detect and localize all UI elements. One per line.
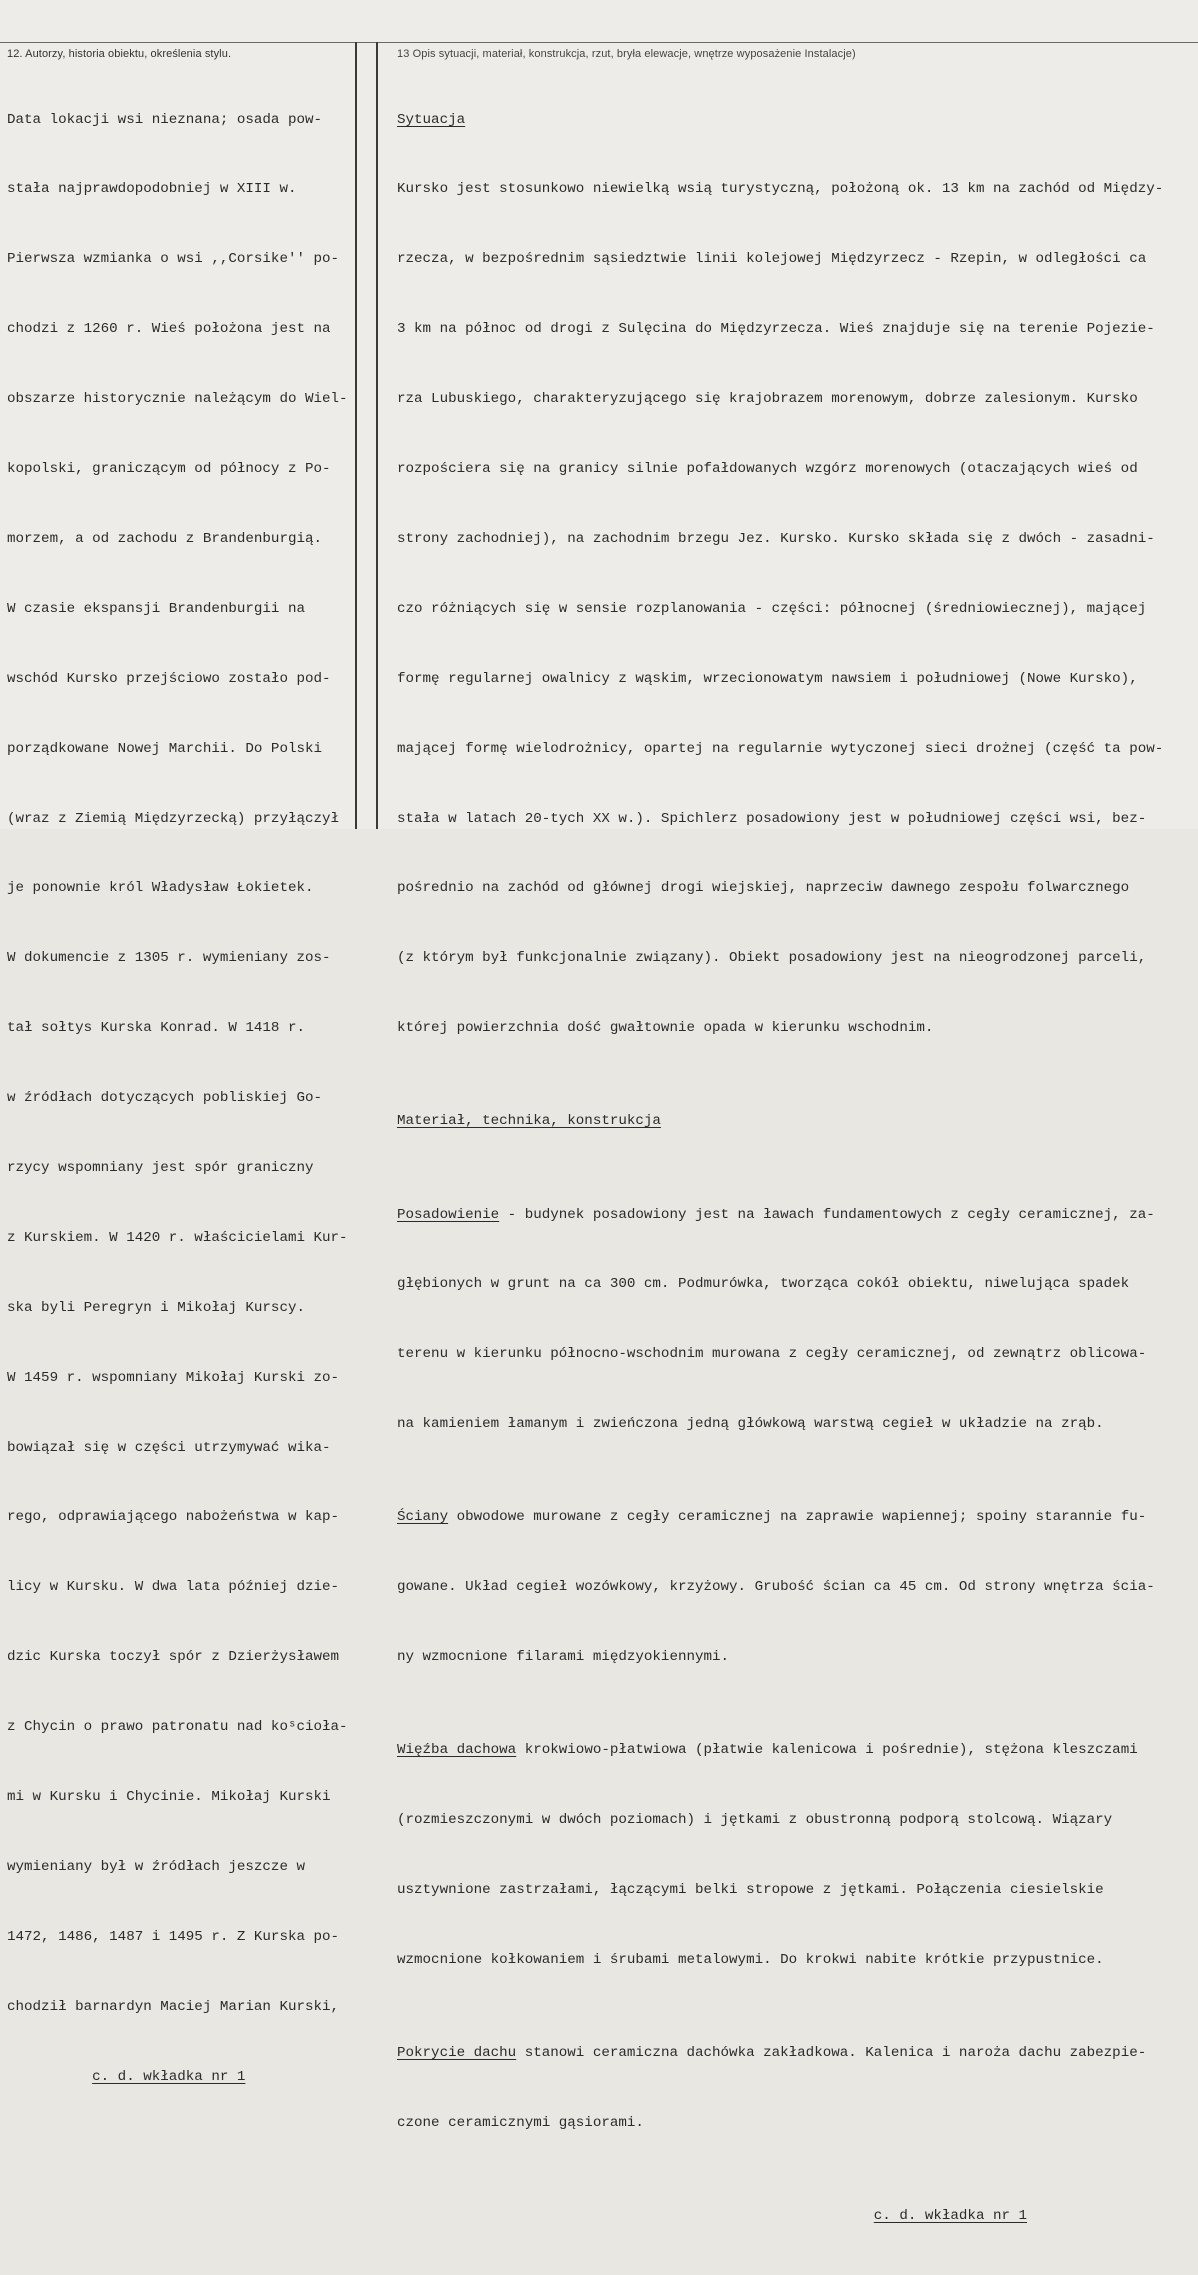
foundation-text: - budynek posadowiony jest na ławach fundamentowych z cegły ceramicznej, za-: [499, 1206, 1155, 1223]
left-continuation-ref: [7, 2066, 352, 2089]
text-line: kopolski, graniczącym od północy z Po-: [7, 461, 331, 478]
walls-label: Ściany: [397, 1509, 449, 1526]
text-line: na kamieniem łamanym i zwieńczona jedną główkową warstwą cegieł w układzie na zrąb.: [397, 1416, 1104, 1433]
roof-text: krokwiowo-płatwiowa (płatwie kalenicowa i pośrednie), stężona kleszczami: [516, 1742, 1138, 1759]
text-line: rego, odprawiającego nabożeństwa w kap-: [7, 1509, 340, 1526]
situation-heading: Sytuacja: [397, 111, 466, 128]
text-line: w źródłach dotyczących pobliskiej Go-: [7, 1090, 323, 1107]
text-line: mającej formę wielodrożnicy, opartej na regularnie wytyczonej sieci drożnej (część ta pow-: [397, 740, 1164, 757]
text-line: chodzi z 1260 r. Wieś położona jest na: [7, 321, 331, 338]
text-line: 3 km na północ od drogi z Sulęcina do Międzyrzecza. Wieś znajduje się na terenie Pojezie-: [397, 321, 1155, 338]
text-line: z Kurskiem. W 1420 r. właścicielami Kur-: [7, 1229, 348, 1246]
text-line: je ponownie król Władysław Łokietek.: [7, 880, 314, 897]
text-line: morzem, a od zachodu z Brandenburgią.: [7, 530, 323, 547]
text-line: Kursko jest stosunkowo niewielką wsią turystyczną, położoną ok. 13 km na zachód od Między-: [397, 181, 1164, 198]
covering-line: [397, 2042, 1193, 2065]
text-line: rzecza, w bezpośrednim sąsiedztwie linii kolejowej Międzyrzecz - Rzepin, w odległości ca: [397, 251, 1147, 268]
text-line: licy w Kursku. W dwa lata później dzie-: [7, 1579, 340, 1596]
text-line: W dokumencie z 1305 r. wymieniany zos-: [7, 950, 331, 967]
text-line: z Chycin o prawo patronatu nad koˢcioła-: [7, 1719, 348, 1736]
text-line: usztywnione zastrzałami, łączącymi belki stropowe z jętkami. Połączenia ciesielskie: [397, 1882, 1104, 1899]
text-line: Data lokacji wsi nieznana; osada pow-: [7, 111, 323, 128]
material-heading: Materiał, technika, konstrukcja: [397, 1113, 661, 1130]
text-line: (rozmieszczonymi w dwóch poziomach) i jętkami z obustronną podporą stolcową. Wiązary: [397, 1812, 1113, 1829]
text-line: mi w Kursku i Chycinie. Mikołaj Kurski: [7, 1788, 331, 1805]
text-line: której powierzchnia dość gwałtownie opada w kierunku wschodnim.: [397, 1020, 934, 1037]
walls-line: [397, 1506, 1193, 1529]
text-line: 1472, 1486, 1487 i 1495 r. Z Kurska po-: [7, 1928, 340, 1945]
roof-label: Więźba dachowa: [397, 1742, 517, 1759]
text-line: wschód Kursko przejściowo zostało pod-: [7, 670, 331, 687]
text-line: W czasie ekspansji Brandenburgii na: [7, 600, 305, 617]
text-line: bowiązał się w części utrzymywać wika-: [7, 1439, 331, 1456]
text-line: głębionych w grunt na ca 300 cm. Podmurówka, tworząca cokół obiektu, niwelująca spadek: [397, 1276, 1130, 1293]
foundation-label: Posadowienie: [397, 1206, 500, 1223]
text-line: czo różniących się w sensie rozplanowania - części: północnej (średniowiecznej), mającej: [397, 600, 1147, 617]
covering-text: stanowi ceramiczna dachówka zakładkowa. Kalenica i naroża dachu zabezpie-: [516, 2045, 1147, 2062]
left-column-header: 12. Autorzy, historia obiektu, określenia stylu.: [7, 48, 232, 60]
left-continuation-text: c. d. wkładka nr 1: [92, 2068, 246, 2085]
situation-heading-line: [397, 109, 1193, 132]
right-column-text: [397, 62, 1193, 2275]
text-line: czone ceramicznymi gąsiorami.: [397, 2115, 644, 2132]
text-line: stała w latach 20-tych XX w.). Spichlerz posadowiony jest w południowej części wsi, bez-: [397, 810, 1147, 827]
column-divider-left: [355, 42, 357, 829]
text-line: Pierwsza wzmianka o wsi ,,Corsike'' po-: [7, 251, 340, 268]
text-line: pośrednio na zachód od głównej drogi wiejskiej, naprzeciw dawnego zespołu folwarcznego: [397, 880, 1130, 897]
material-heading-line: [397, 1110, 1193, 1133]
text-line: strony zachodniej), na zachodnim brzegu Jez. Kursko. Kursko składa się z dwóch - zasadni-: [397, 530, 1155, 547]
text-line: ska byli Peregryn i Mikołaj Kurscy.: [7, 1299, 305, 1316]
right-continuation-text: c. d. wkładka nr 1: [873, 2208, 1028, 2225]
walls-text: obwodowe murowane z cegły ceramicznej na zaprawie wapiennej; spoiny starannie fu-: [448, 1509, 1147, 1526]
text-line: terenu w kierunku północno-wschodnim murowana z cegły ceramicznej, od zewnątrz oblicowa-: [397, 1346, 1147, 1363]
text-line: tał sołtys Kurska Konrad. W 1418 r.: [7, 1020, 305, 1037]
right-column-header: 13 Opis sytuacji, materiał, konstrukcja, rzut, bryła elewacje, wnętrze wyposażenie Instalacje): [397, 48, 856, 60]
foundation-line: [397, 1204, 1193, 1227]
text-line: dzic Kurska toczył spór z Dzierżysławem: [7, 1649, 340, 1666]
text-line: rzycy wspomniany jest spór graniczny: [7, 1159, 314, 1176]
covering-label: Pokrycie dachu: [397, 2045, 517, 2062]
text-line: wymieniany był w źródłach jeszcze w: [7, 1858, 305, 1875]
text-line: formę regularnej owalnicy z wąskim, wrzecionowatym nawsiem i południowej (Nowe Kursko),: [397, 670, 1138, 687]
text-line: (z którym był funkcjonalnie związany). Obiekt posadowiony jest na nieogrodzonej parceli,: [397, 950, 1147, 967]
text-line: stała najprawdopodobniej w XIII w.: [7, 181, 297, 198]
text-line: rza Lubuskiego, charakteryzującego się krajobrazem morenowym, dobrze zalesionym. Kursko: [397, 391, 1138, 408]
text-line: (wraz z Ziemią Międzyrzecką) przyłączył: [7, 810, 340, 827]
text-line: porządkowane Nowej Marchii. Do Polski: [7, 740, 323, 757]
right-continuation-ref: [397, 2205, 1193, 2228]
text-line: chodził barnardyn Maciej Marian Kurski,: [7, 1998, 340, 2015]
text-line: ny wzmocnione filarami międzyokiennymi.: [397, 1649, 730, 1666]
roof-line: [397, 1739, 1193, 1762]
left-column-text: [7, 62, 352, 2135]
text-line: obszarze historycznie należącym do Wiel-: [7, 391, 348, 408]
text-line: W 1459 r. wspomniany Mikołaj Kurski zo-: [7, 1369, 340, 1386]
top-divider: [0, 42, 1198, 43]
column-divider-right: [376, 42, 378, 829]
text-line: gowane. Układ cegieł wozówkowy, krzyżowy. Grubość ścian ca 45 cm. Od strony wnętrza ścia-: [397, 1579, 1155, 1596]
text-line: wzmocnione kołkowaniem i śrubami metalowymi. Do krokwi nabite krótkie przypustnice.: [397, 1952, 1104, 1969]
text-line: rozpościera się na granicy silnie pofałdowanych wzgórz morenowych (otaczających wieś od: [397, 461, 1138, 478]
